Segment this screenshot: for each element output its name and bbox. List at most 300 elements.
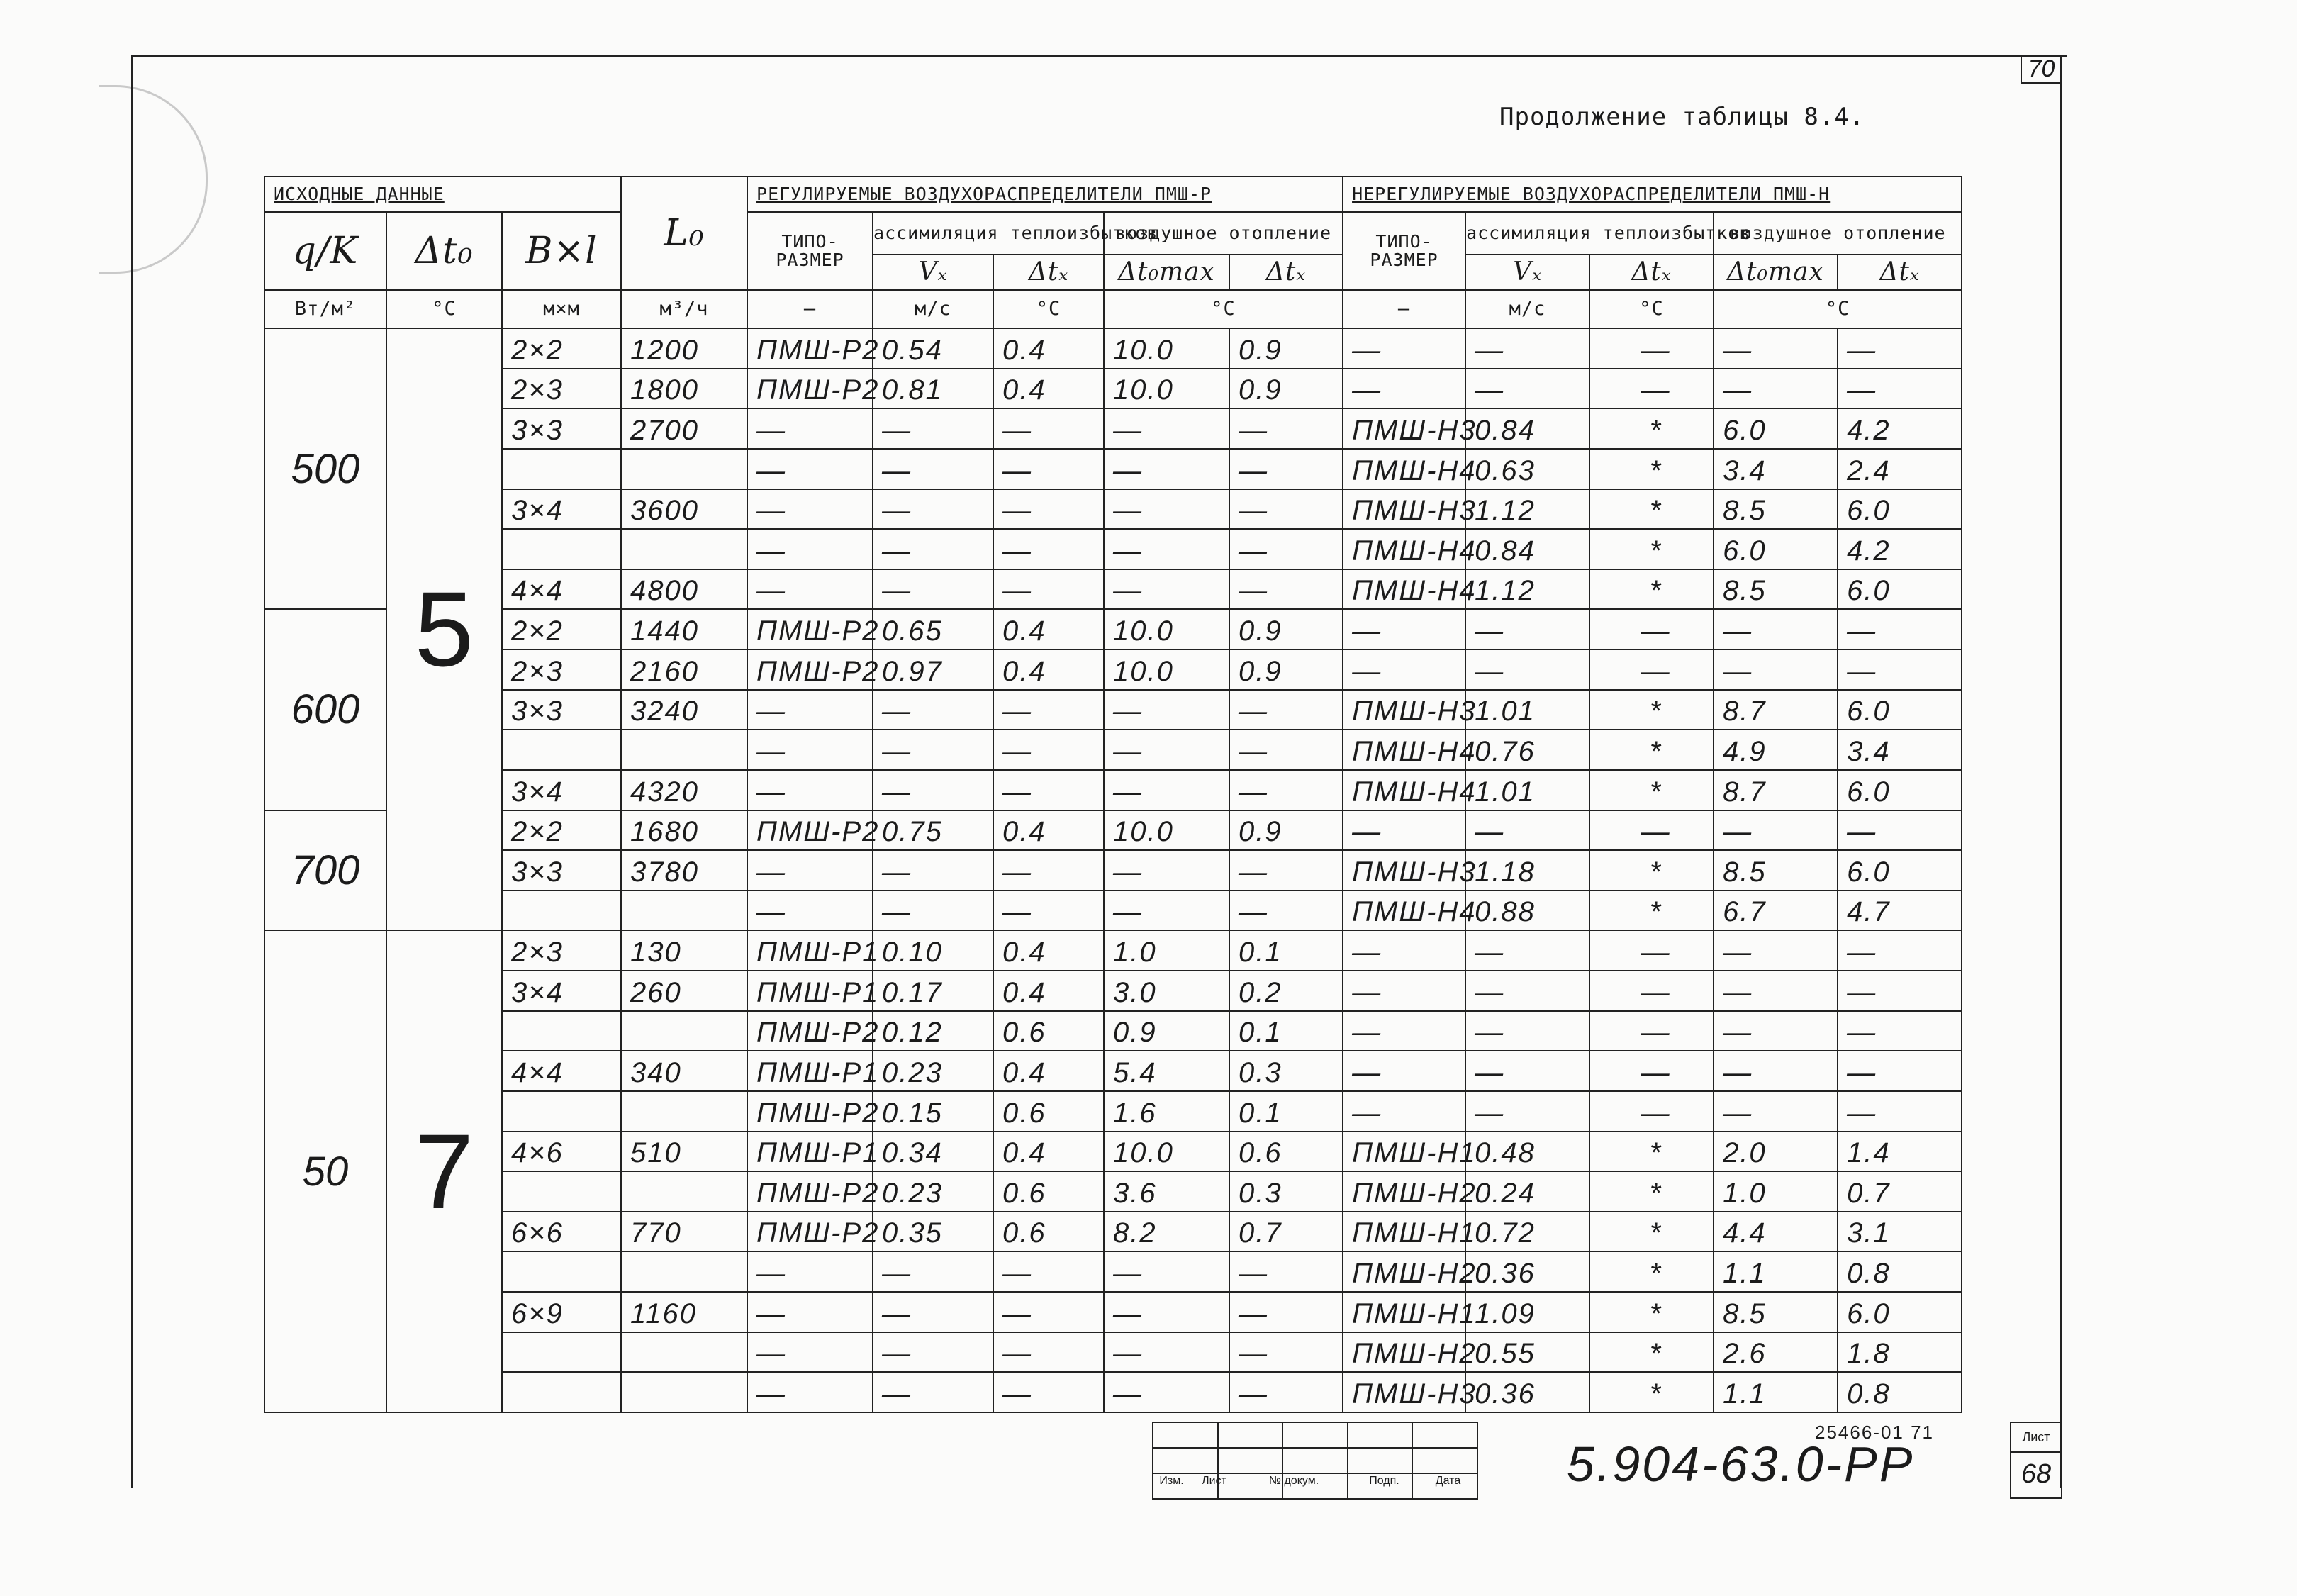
- table-cell: —: [1465, 971, 1589, 1011]
- data-table: [264, 176, 1962, 1413]
- table-cell: 0.2: [1229, 971, 1343, 1011]
- table-cell: 4.9: [1714, 730, 1838, 770]
- table-cell: —: [1343, 328, 1465, 369]
- table-cell: —: [747, 1332, 873, 1373]
- table-cell: 6×6: [502, 1212, 621, 1252]
- table-cell: 0.9: [1229, 649, 1343, 690]
- header-dt0max-r: Δt₀max: [1104, 255, 1229, 290]
- table-cell: —: [1104, 1332, 1229, 1373]
- table-cell: —: [747, 850, 873, 891]
- table-cell: —: [873, 408, 993, 449]
- table-cell: 1160: [621, 1292, 747, 1332]
- table-cell: —: [1714, 1091, 1838, 1132]
- table-cell: —: [1104, 529, 1229, 569]
- table-cell: —: [993, 690, 1104, 730]
- table-cell: —: [1465, 1091, 1589, 1132]
- table-cell: 3780: [621, 850, 747, 891]
- table-cell: 0.8: [1838, 1251, 1962, 1292]
- table-cell: 3.6: [1104, 1171, 1229, 1212]
- table-cell: 0.1: [1229, 1011, 1343, 1051]
- cell-q-group: 600: [264, 609, 386, 810]
- cell-dt0-group: 5: [386, 328, 502, 930]
- table-cell: —: [747, 770, 873, 810]
- table-cell: 0.9: [1104, 1011, 1229, 1051]
- header-q: q/K: [264, 212, 386, 290]
- table-cell: —: [1465, 1051, 1589, 1091]
- table-cell: 10.0: [1104, 1132, 1229, 1172]
- unit-vozd-n: °С: [1714, 290, 1962, 328]
- table-cell: 2×3: [502, 369, 621, 409]
- table-cell: 0.84: [1465, 529, 1589, 569]
- table-cell: [502, 1011, 621, 1051]
- table-cell: 0.9: [1229, 609, 1343, 649]
- table-cell: —: [1589, 649, 1714, 690]
- table-cell: 2.0: [1714, 1132, 1838, 1172]
- table-cell: 0.6: [1229, 1132, 1343, 1172]
- table-cell: 0.48: [1465, 1132, 1589, 1172]
- header-dtx-r: Δtₓ: [993, 255, 1104, 290]
- table-row: [264, 971, 1962, 1011]
- table-cell: *: [1589, 1332, 1714, 1373]
- table-cell: —: [1465, 810, 1589, 851]
- table-cell: —: [1714, 1011, 1838, 1051]
- table-cell: —: [1465, 1011, 1589, 1051]
- unit-vx-r: м/с: [873, 290, 993, 328]
- table-cell: 0.12: [873, 1011, 993, 1051]
- table-cell: —: [1714, 649, 1838, 690]
- header-vozd-n: воздушное отопление: [1714, 212, 1962, 255]
- table-cell: —: [1838, 649, 1962, 690]
- table-cell: —: [1714, 369, 1838, 409]
- table-cell: —: [1104, 1251, 1229, 1292]
- cell-dt0-group: 7: [386, 930, 502, 1412]
- table-cell: —: [1229, 569, 1343, 610]
- table-caption: Продолжение таблицы 8.4.: [1499, 103, 1865, 131]
- table-cell: [621, 891, 747, 931]
- table-cell: ПМШ-Р1: [747, 1132, 873, 1172]
- table-cell: —: [1465, 649, 1589, 690]
- table-cell: 0.7: [1838, 1171, 1962, 1212]
- table-row: [264, 730, 1962, 770]
- table-cell: 3.0: [1104, 971, 1229, 1011]
- table-cell: 4.2: [1838, 408, 1962, 449]
- header-vx-n: Vₓ: [1465, 255, 1589, 290]
- table-cell: 0.23: [873, 1171, 993, 1212]
- table-row: [264, 1091, 1962, 1132]
- table-cell: 0.7: [1229, 1212, 1343, 1252]
- table-cell: [621, 730, 747, 770]
- table-cell: —: [993, 1332, 1104, 1373]
- table-cell: *: [1589, 569, 1714, 610]
- table-cell: 260: [621, 971, 747, 1011]
- table-cell: *: [1589, 1132, 1714, 1172]
- table-row: [264, 449, 1962, 489]
- header-l0: L₀: [621, 177, 747, 290]
- table-cell: 0.3: [1229, 1171, 1343, 1212]
- table-cell: 0.1: [1229, 1091, 1343, 1132]
- table-body: [264, 328, 1962, 1412]
- table-cell: —: [1343, 930, 1465, 971]
- table-cell: ПМШ-Н1: [1343, 1292, 1465, 1332]
- unit-dtx-r: °С: [993, 290, 1104, 328]
- table-cell: [621, 1372, 747, 1412]
- table-cell: 10.0: [1104, 369, 1229, 409]
- table-cell: 1.0: [1104, 930, 1229, 971]
- table-cell: ПМШ-Н4: [1343, 569, 1465, 610]
- table-cell: 6.0: [1714, 529, 1838, 569]
- table-cell: [502, 891, 621, 931]
- table-row: [264, 529, 1962, 569]
- table-cell: 0.63: [1465, 449, 1589, 489]
- title-block-labels: [1152, 1475, 1478, 1496]
- table-cell: —: [993, 730, 1104, 770]
- table-cell: —: [747, 529, 873, 569]
- table-cell: 6.0: [1838, 569, 1962, 610]
- table-cell: 0.6: [993, 1171, 1104, 1212]
- sheet-box: [2010, 1422, 2062, 1499]
- table-cell: 8.5: [1714, 850, 1838, 891]
- table-row: [264, 770, 1962, 810]
- table-cell: 0.6: [993, 1091, 1104, 1132]
- table-cell: 0.81: [873, 369, 993, 409]
- archive-number: 25466-01 71: [1815, 1422, 1935, 1443]
- table-cell: [621, 1251, 747, 1292]
- table-cell: 3.1: [1838, 1212, 1962, 1252]
- table-row: [264, 569, 1962, 610]
- table-cell: ПМШ-Р2: [747, 369, 873, 409]
- table-cell: 3×4: [502, 770, 621, 810]
- table-cell: —: [993, 850, 1104, 891]
- unit-dt0: °С: [386, 290, 502, 328]
- tb-label-izm: Изм.: [1159, 1475, 1184, 1487]
- table-cell: 340: [621, 1051, 747, 1091]
- table-cell: —: [1229, 1251, 1343, 1292]
- table-cell: 4×4: [502, 569, 621, 610]
- table-cell: —: [993, 529, 1104, 569]
- table-row: [264, 1132, 1962, 1172]
- table-cell: 0.17: [873, 971, 993, 1011]
- table-cell: 0.4: [993, 369, 1104, 409]
- table-cell: —: [1229, 449, 1343, 489]
- table-cell: *: [1589, 850, 1714, 891]
- table-cell: 4.7: [1838, 891, 1962, 931]
- table-cell: 3600: [621, 489, 747, 530]
- table-cell: 0.6: [993, 1212, 1104, 1252]
- header-dt0: Δt₀: [386, 212, 502, 290]
- table-cell: ПМШ-Н3: [1343, 1372, 1465, 1412]
- unit-vx-n: м/с: [1465, 290, 1589, 328]
- table-cell: 6.0: [1838, 770, 1962, 810]
- table-cell: —: [1343, 649, 1465, 690]
- table-cell: 0.4: [993, 971, 1104, 1011]
- table-cell: ПМШ-Р2: [747, 810, 873, 851]
- table-cell: [621, 1332, 747, 1373]
- table-cell: 1800: [621, 369, 747, 409]
- table-row: [264, 649, 1962, 690]
- table-cell: *: [1589, 1251, 1714, 1292]
- table-cell: —: [1229, 489, 1343, 530]
- header-type-n: ТИПО-РАЗМЕР: [1343, 212, 1465, 290]
- header-dt0max-n: Δt₀max: [1714, 255, 1838, 290]
- table-cell: —: [1104, 1292, 1229, 1332]
- table-cell: —: [747, 449, 873, 489]
- table-cell: —: [747, 408, 873, 449]
- sheet-value: 68: [2021, 1459, 2052, 1489]
- table-cell: —: [873, 690, 993, 730]
- table-row: [264, 1332, 1962, 1373]
- table-row: [264, 1292, 1962, 1332]
- table-cell: [502, 529, 621, 569]
- table-cell: —: [1343, 1051, 1465, 1091]
- tb-label-podp: Подп.: [1369, 1475, 1399, 1487]
- table-cell: —: [1343, 1091, 1465, 1132]
- tb-label-doc: № докум.: [1268, 1475, 1319, 1487]
- table-cell: 5.4: [1104, 1051, 1229, 1091]
- table-cell: —: [1465, 328, 1589, 369]
- table-cell: [502, 1332, 621, 1373]
- table-cell: 0.15: [873, 1091, 993, 1132]
- table-cell: 1.1: [1714, 1372, 1838, 1412]
- table-cell: 1440: [621, 609, 747, 649]
- table-cell: 6.0: [1838, 690, 1962, 730]
- table-cell: —: [993, 770, 1104, 810]
- header-vozd-r: воздушное отопление: [1104, 212, 1343, 255]
- table-cell: —: [1589, 1011, 1714, 1051]
- unit-type-n: –: [1343, 290, 1465, 328]
- table-cell: 0.84: [1465, 408, 1589, 449]
- table-cell: *: [1589, 730, 1714, 770]
- table-cell: 3.4: [1838, 730, 1962, 770]
- table-row: [264, 930, 1962, 971]
- table-cell: —: [1838, 1011, 1962, 1051]
- table-cell: —: [747, 1372, 873, 1412]
- table-cell: 0.36: [1465, 1251, 1589, 1292]
- table-cell: —: [1838, 971, 1962, 1011]
- table-cell: 6.0: [1714, 408, 1838, 449]
- table-cell: 0.75: [873, 810, 993, 851]
- table-cell: ПМШ-Р2: [747, 609, 873, 649]
- table-cell: —: [873, 1251, 993, 1292]
- table-cell: ПМШ-Н4: [1343, 449, 1465, 489]
- table-cell: ПМШ-Н2: [1343, 1332, 1465, 1373]
- header-type-r: ТИПО-РАЗМЕР: [747, 212, 873, 290]
- table-cell: 3×3: [502, 850, 621, 891]
- table-cell: —: [1343, 369, 1465, 409]
- table-cell: —: [1589, 609, 1714, 649]
- table-cell: —: [873, 1372, 993, 1412]
- table-cell: 0.23: [873, 1051, 993, 1091]
- header-bl: B×l: [502, 212, 621, 290]
- table-cell: 10.0: [1104, 328, 1229, 369]
- header-dtx-r2: Δtₓ: [1229, 255, 1343, 290]
- unit-q: Вт/м²: [264, 290, 386, 328]
- table-cell: —: [1229, 690, 1343, 730]
- table-cell: [502, 1251, 621, 1292]
- table-cell: 4.2: [1838, 529, 1962, 569]
- table-cell: ПМШ-Р2: [747, 1091, 873, 1132]
- table-row: [264, 1051, 1962, 1091]
- cell-q-group: 500: [264, 328, 386, 609]
- table-cell: ПМШ-Н4: [1343, 730, 1465, 770]
- table-cell: 8.5: [1714, 1292, 1838, 1332]
- table-cell: ПМШ-Р2: [747, 1171, 873, 1212]
- table-cell: 0.54: [873, 328, 993, 369]
- table-cell: —: [1589, 328, 1714, 369]
- table-cell: 0.36: [1465, 1372, 1589, 1412]
- table-cell: 2×3: [502, 930, 621, 971]
- unit-type-r: –: [747, 290, 873, 328]
- table-cell: —: [1714, 971, 1838, 1011]
- table-cell: —: [1104, 489, 1229, 530]
- header-dtx-n2: Δtₓ: [1838, 255, 1962, 290]
- table-row: [264, 1251, 1962, 1292]
- table-cell: 0.4: [993, 810, 1104, 851]
- table-cell: 1.01: [1465, 770, 1589, 810]
- table-cell: 6×9: [502, 1292, 621, 1332]
- table-cell: —: [1838, 369, 1962, 409]
- table-row: [264, 609, 1962, 649]
- table-row: [264, 1171, 1962, 1212]
- table-cell: —: [1589, 971, 1714, 1011]
- table-cell: 2×2: [502, 328, 621, 369]
- table-cell: ПМШ-Р2: [747, 1011, 873, 1051]
- table-cell: —: [1104, 730, 1229, 770]
- table-cell: ПМШ-Н2: [1343, 1251, 1465, 1292]
- table-cell: [621, 529, 747, 569]
- table-cell: —: [993, 408, 1104, 449]
- table-cell: *: [1589, 408, 1714, 449]
- table-cell: —: [1104, 690, 1229, 730]
- table-cell: —: [993, 449, 1104, 489]
- table-cell: —: [993, 489, 1104, 530]
- header-dtx-n: Δtₓ: [1589, 255, 1714, 290]
- table-cell: 0.97: [873, 649, 993, 690]
- table-cell: —: [1229, 730, 1343, 770]
- table-cell: —: [1104, 770, 1229, 810]
- table-cell: 3×3: [502, 408, 621, 449]
- table-cell: [502, 730, 621, 770]
- table-cell: 0.72: [1465, 1212, 1589, 1252]
- table-cell: ПМШ-Р1: [747, 971, 873, 1011]
- table-cell: —: [747, 489, 873, 530]
- table-cell: 0.4: [993, 328, 1104, 369]
- header-group-initial: ИСХОДНЫЕ ДАННЫЕ: [264, 177, 621, 212]
- table-cell: ПМШ-Н4: [1343, 770, 1465, 810]
- table-cell: —: [993, 1251, 1104, 1292]
- table-cell: —: [873, 489, 993, 530]
- table-cell: —: [1229, 891, 1343, 931]
- page-frame-right: [2060, 55, 2062, 1488]
- unit-bl: м×м: [502, 290, 621, 328]
- table-cell: 8.2: [1104, 1212, 1229, 1252]
- table-cell: —: [747, 569, 873, 610]
- table-cell: —: [1714, 609, 1838, 649]
- table-cell: 0.6: [993, 1011, 1104, 1051]
- table-cell: 510: [621, 1132, 747, 1172]
- table-cell: 0.9: [1229, 369, 1343, 409]
- table-cell: —: [1229, 770, 1343, 810]
- table-cell: [621, 1091, 747, 1132]
- table-cell: 6.0: [1838, 489, 1962, 530]
- table-cell: ПМШ-Р1: [747, 1051, 873, 1091]
- table-cell: 4×6: [502, 1132, 621, 1172]
- table-cell: [502, 1091, 621, 1132]
- document-number: 5.904-63.0-РР: [1567, 1436, 1915, 1492]
- table-cell: 3×3: [502, 690, 621, 730]
- table-cell: *: [1589, 1292, 1714, 1332]
- table-cell: 0.76: [1465, 730, 1589, 770]
- table-cell: —: [747, 730, 873, 770]
- header-assim-r: ассимиляция теплоизбытков: [873, 212, 1104, 255]
- table-cell: 130: [621, 930, 747, 971]
- header-assim-n: ассимиляция теплоизбытков: [1465, 212, 1714, 255]
- table-cell: 4320: [621, 770, 747, 810]
- table-cell: 0.8: [1838, 1372, 1962, 1412]
- table-cell: 0.3: [1229, 1051, 1343, 1091]
- table-cell: ПМШ-Н1: [1343, 1212, 1465, 1252]
- table-cell: ПМШ-Н3: [1343, 850, 1465, 891]
- table-cell: —: [873, 569, 993, 610]
- table-cell: *: [1589, 1212, 1714, 1252]
- table-cell: *: [1589, 1372, 1714, 1412]
- table-cell: 1.12: [1465, 569, 1589, 610]
- table-cell: —: [747, 690, 873, 730]
- cell-q-group: 700: [264, 810, 386, 931]
- table-cell: —: [1838, 609, 1962, 649]
- table-cell: ПМШ-Р1: [747, 930, 873, 971]
- table-cell: 1.0: [1714, 1171, 1838, 1212]
- table-cell: —: [1714, 810, 1838, 851]
- table-cell: 10.0: [1104, 609, 1229, 649]
- table-cell: 1.8: [1838, 1332, 1962, 1373]
- table-cell: 8.5: [1714, 569, 1838, 610]
- table-row: [264, 810, 1962, 851]
- table-cell: [621, 1011, 747, 1051]
- table-cell: ПМШ-Н3: [1343, 690, 1465, 730]
- table-cell: —: [1838, 930, 1962, 971]
- table-cell: 1.6: [1104, 1091, 1229, 1132]
- table-cell: 3240: [621, 690, 747, 730]
- table-cell: —: [1838, 1091, 1962, 1132]
- table-cell: 4800: [621, 569, 747, 610]
- table-cell: 770: [621, 1212, 747, 1252]
- table-row: [264, 328, 1962, 369]
- table-cell: —: [1104, 1372, 1229, 1412]
- table-cell: 2160: [621, 649, 747, 690]
- page-number: 70: [2021, 55, 2062, 84]
- table-cell: 6.0: [1838, 850, 1962, 891]
- table-cell: 0.24: [1465, 1171, 1589, 1212]
- table-cell: —: [1343, 810, 1465, 851]
- table-cell: ПМШ-Н1: [1343, 1132, 1465, 1172]
- table-row: [264, 489, 1962, 530]
- table-cell: 0.4: [993, 1132, 1104, 1172]
- table-cell: 1.09: [1465, 1292, 1589, 1332]
- table-cell: 3×4: [502, 971, 621, 1011]
- table-row: [264, 1212, 1962, 1252]
- table-cell: 2.6: [1714, 1332, 1838, 1373]
- table-cell: 0.55: [1465, 1332, 1589, 1373]
- table-cell: 3.4: [1714, 449, 1838, 489]
- table-cell: 4.4: [1714, 1212, 1838, 1252]
- table-cell: 0.4: [993, 609, 1104, 649]
- table-cell: 0.9: [1229, 328, 1343, 369]
- table-cell: 4×4: [502, 1051, 621, 1091]
- table-cell: ПМШ-Н3: [1343, 489, 1465, 530]
- table-cell: —: [873, 529, 993, 569]
- table-cell: —: [1343, 609, 1465, 649]
- table-cell: —: [747, 891, 873, 931]
